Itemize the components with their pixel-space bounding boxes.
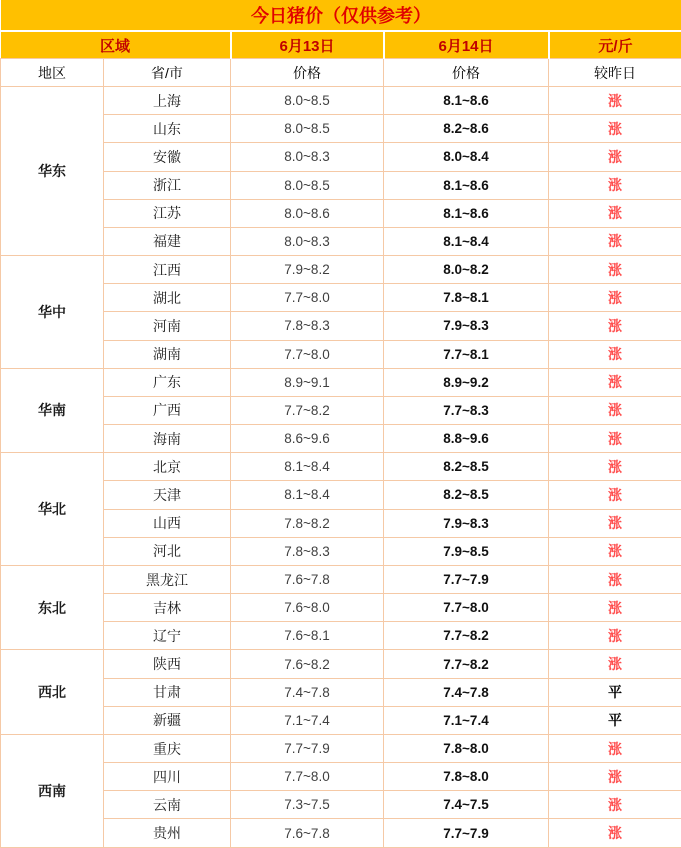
change-cell: 涨 [549, 368, 681, 396]
price-row [1, 115, 681, 143]
price-jun13-cell: 7.3~7.5 [231, 791, 384, 819]
price-row [1, 819, 681, 848]
price-row [1, 368, 681, 396]
price-jun13-cell: 8.0~8.3 [231, 143, 384, 171]
price-row [1, 453, 681, 481]
price-jun13-cell: 7.9~8.2 [231, 256, 384, 284]
price-jun13-cell: 7.6~7.8 [231, 565, 384, 593]
change-cell: 涨 [549, 143, 681, 171]
sub-header-row [1, 59, 681, 87]
price-row [1, 284, 681, 312]
price-row [1, 734, 681, 762]
group-header-row [1, 31, 681, 59]
price-jun13-cell: 8.0~8.5 [231, 171, 384, 199]
change-cell: 涨 [549, 819, 681, 848]
price-row [1, 763, 681, 791]
header-region-group: 区域 [1, 31, 231, 59]
price-row [1, 678, 681, 706]
province-cell: 海南 [104, 425, 231, 453]
province-cell: 福建 [104, 227, 231, 255]
province-cell: 山西 [104, 509, 231, 537]
price-jun14-cell: 7.8~8.0 [384, 734, 549, 762]
price-row [1, 791, 681, 819]
price-jun13-cell: 7.4~7.8 [231, 678, 384, 706]
price-jun14-cell: 8.2~8.5 [384, 453, 549, 481]
province-cell: 河南 [104, 312, 231, 340]
price-row [1, 509, 681, 537]
price-jun13-cell: 8.0~8.3 [231, 227, 384, 255]
price-jun14-cell: 8.1~8.6 [384, 171, 549, 199]
province-cell: 山东 [104, 115, 231, 143]
region-cell: 东北 [1, 565, 104, 650]
header-col-price-jun14: 价格 [384, 59, 549, 87]
price-jun13-cell: 8.0~8.5 [231, 87, 384, 115]
price-row [1, 199, 681, 227]
province-cell: 吉林 [104, 594, 231, 622]
title-row [1, 0, 681, 31]
region-cell: 西南 [1, 734, 104, 847]
price-row [1, 650, 681, 678]
price-jun14-cell: 8.8~9.6 [384, 425, 549, 453]
province-cell: 安徽 [104, 143, 231, 171]
price-jun13-cell: 7.7~8.0 [231, 340, 384, 368]
price-jun13-cell: 8.6~9.6 [231, 425, 384, 453]
change-cell: 涨 [549, 115, 681, 143]
change-cell: 涨 [549, 227, 681, 255]
price-jun14-cell: 7.9~8.3 [384, 509, 549, 537]
change-cell: 涨 [549, 594, 681, 622]
province-cell: 新疆 [104, 706, 231, 734]
header-unit: 元/斤 [549, 31, 681, 59]
price-jun14-cell: 7.4~7.5 [384, 791, 549, 819]
province-cell: 江苏 [104, 199, 231, 227]
change-cell: 涨 [549, 565, 681, 593]
price-row [1, 481, 681, 509]
price-jun13-cell: 7.6~8.0 [231, 594, 384, 622]
price-jun13-cell: 7.7~8.0 [231, 284, 384, 312]
price-jun14-cell: 7.7~8.3 [384, 396, 549, 424]
province-cell: 广西 [104, 396, 231, 424]
page-title: 今日猪价（仅供参考） [1, 0, 681, 31]
change-cell: 涨 [549, 481, 681, 509]
price-jun14-cell: 7.7~7.9 [384, 819, 549, 848]
region-cell: 华东 [1, 87, 104, 256]
province-cell: 重庆 [104, 734, 231, 762]
change-cell: 平 [549, 678, 681, 706]
change-cell: 涨 [549, 256, 681, 284]
price-row [1, 396, 681, 424]
price-jun13-cell: 7.1~7.4 [231, 706, 384, 734]
price-jun14-cell: 8.2~8.5 [384, 481, 549, 509]
province-cell: 浙江 [104, 171, 231, 199]
change-cell: 涨 [549, 734, 681, 762]
price-jun14-cell: 7.4~7.8 [384, 678, 549, 706]
price-jun13-cell: 7.6~8.1 [231, 622, 384, 650]
price-row [1, 340, 681, 368]
change-cell: 涨 [549, 453, 681, 481]
price-jun14-cell: 8.1~8.6 [384, 87, 549, 115]
change-cell: 涨 [549, 171, 681, 199]
price-row [1, 171, 681, 199]
province-cell: 北京 [104, 453, 231, 481]
province-cell: 辽宁 [104, 622, 231, 650]
province-cell: 天津 [104, 481, 231, 509]
price-jun13-cell: 7.7~7.9 [231, 734, 384, 762]
price-jun14-cell: 8.2~8.6 [384, 115, 549, 143]
price-jun14-cell: 8.0~8.4 [384, 143, 549, 171]
price-jun14-cell: 8.0~8.2 [384, 256, 549, 284]
price-jun14-cell: 7.8~8.1 [384, 284, 549, 312]
header-date-jun13: 6月13日 [231, 31, 384, 59]
change-cell: 涨 [549, 791, 681, 819]
province-cell: 湖南 [104, 340, 231, 368]
change-cell: 平 [549, 706, 681, 734]
change-cell: 涨 [549, 199, 681, 227]
price-jun14-cell: 7.8~8.0 [384, 763, 549, 791]
price-row [1, 706, 681, 734]
change-cell: 涨 [549, 284, 681, 312]
change-cell: 涨 [549, 340, 681, 368]
province-cell: 上海 [104, 87, 231, 115]
table-body [1, 87, 681, 848]
region-cell: 华南 [1, 368, 104, 453]
price-row [1, 143, 681, 171]
price-jun13-cell: 7.6~7.8 [231, 819, 384, 848]
price-jun14-cell: 8.9~9.2 [384, 368, 549, 396]
header-col-price-jun13: 价格 [231, 59, 384, 87]
price-row [1, 565, 681, 593]
price-row [1, 425, 681, 453]
price-jun13-cell: 8.1~8.4 [231, 453, 384, 481]
region-cell: 华中 [1, 256, 104, 369]
price-jun13-cell: 7.7~8.2 [231, 396, 384, 424]
header-col-region: 地区 [1, 59, 104, 87]
price-jun13-cell: 8.0~8.6 [231, 199, 384, 227]
province-cell: 云南 [104, 791, 231, 819]
change-cell: 涨 [549, 537, 681, 565]
price-jun14-cell: 7.7~7.9 [384, 565, 549, 593]
province-cell: 黑龙江 [104, 565, 231, 593]
province-cell: 四川 [104, 763, 231, 791]
price-jun14-cell: 7.7~8.2 [384, 622, 549, 650]
price-jun14-cell: 7.7~8.1 [384, 340, 549, 368]
price-jun14-cell: 7.9~8.3 [384, 312, 549, 340]
region-cell: 华北 [1, 453, 104, 566]
price-jun13-cell: 7.6~8.2 [231, 650, 384, 678]
province-cell: 河北 [104, 537, 231, 565]
province-cell: 广东 [104, 368, 231, 396]
price-row [1, 622, 681, 650]
price-row [1, 312, 681, 340]
province-cell: 甘肃 [104, 678, 231, 706]
price-jun13-cell: 7.7~8.0 [231, 763, 384, 791]
change-cell: 涨 [549, 622, 681, 650]
change-cell: 涨 [549, 509, 681, 537]
province-cell: 湖北 [104, 284, 231, 312]
price-jun13-cell: 7.8~8.3 [231, 312, 384, 340]
price-jun14-cell: 7.1~7.4 [384, 706, 549, 734]
change-cell: 涨 [549, 425, 681, 453]
price-row [1, 227, 681, 255]
price-jun14-cell: 8.1~8.4 [384, 227, 549, 255]
region-cell: 西北 [1, 650, 104, 735]
change-cell: 涨 [549, 650, 681, 678]
price-jun13-cell: 7.8~8.2 [231, 509, 384, 537]
price-jun13-cell: 7.8~8.3 [231, 537, 384, 565]
header-col-change: 较昨日 [549, 59, 681, 87]
price-jun14-cell: 7.7~8.2 [384, 650, 549, 678]
price-jun14-cell: 8.1~8.6 [384, 199, 549, 227]
province-cell: 贵州 [104, 819, 231, 848]
province-cell: 江西 [104, 256, 231, 284]
header-date-jun14: 6月14日 [384, 31, 549, 59]
province-cell: 陕西 [104, 650, 231, 678]
price-row [1, 537, 681, 565]
price-jun14-cell: 7.9~8.5 [384, 537, 549, 565]
price-jun13-cell: 8.0~8.5 [231, 115, 384, 143]
price-row [1, 594, 681, 622]
change-cell: 涨 [549, 87, 681, 115]
price-row [1, 256, 681, 284]
price-jun14-cell: 7.7~8.0 [384, 594, 549, 622]
change-cell: 涨 [549, 396, 681, 424]
change-cell: 涨 [549, 763, 681, 791]
price-row [1, 87, 681, 115]
header-col-province: 省/市 [104, 59, 231, 87]
change-cell: 涨 [549, 312, 681, 340]
price-jun13-cell: 8.1~8.4 [231, 481, 384, 509]
price-jun13-cell: 8.9~9.1 [231, 368, 384, 396]
